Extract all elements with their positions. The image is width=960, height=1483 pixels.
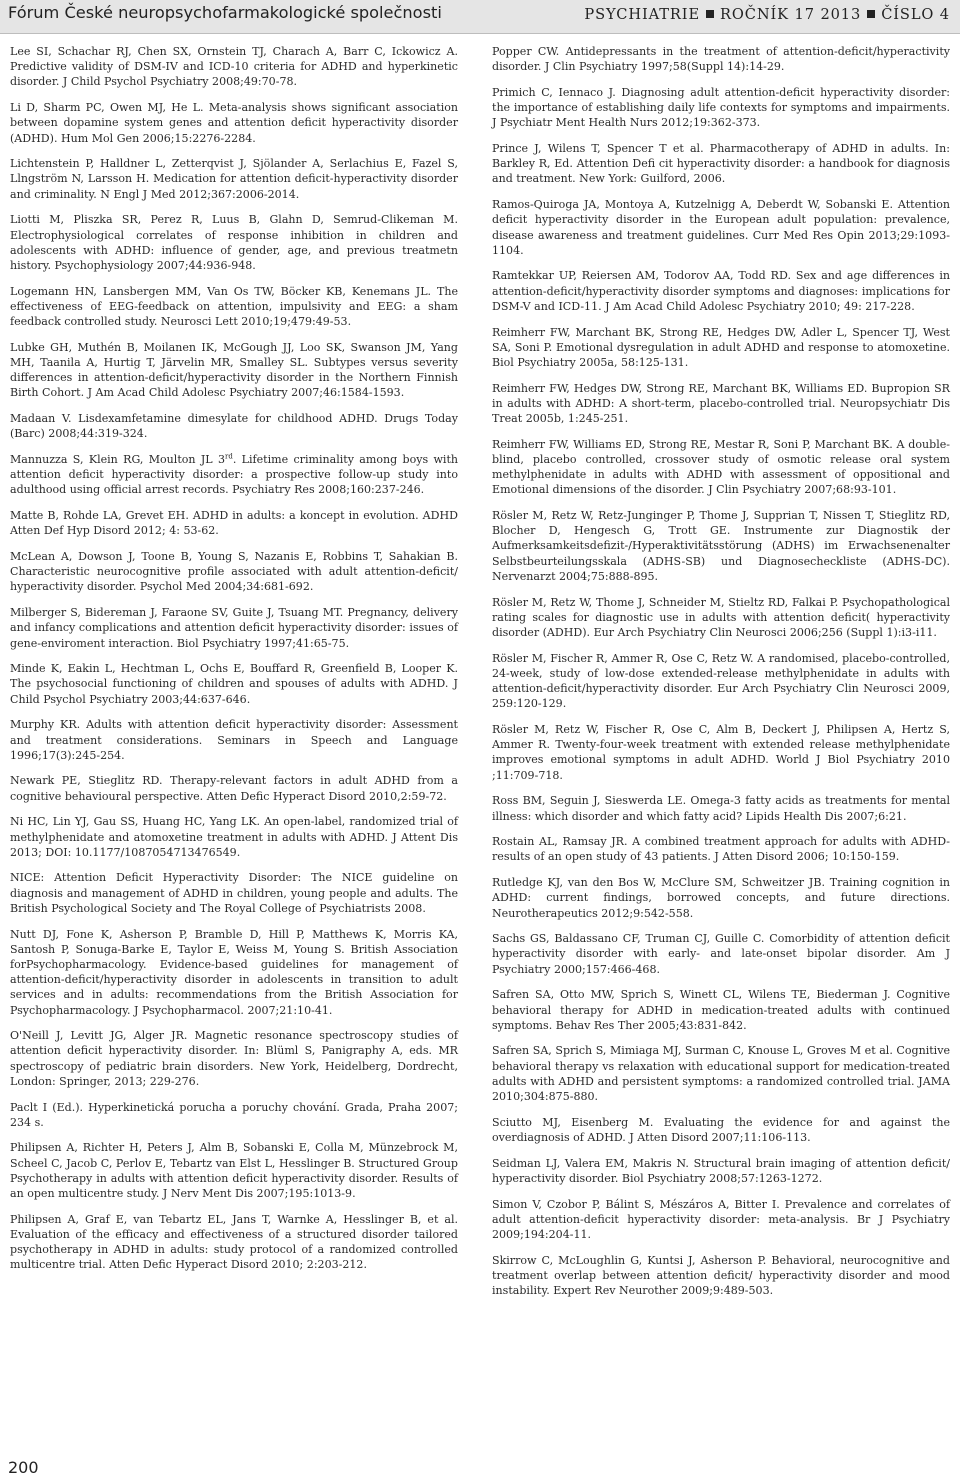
- separator-square-icon: [706, 10, 714, 18]
- reference-item: Liotti M, Pliszka SR, Perez R, Luus B, Glahn D, Semrud-Clikeman M. Electrophysiological correlates of response inhibition in children and adolescents with ADHD: influence of gender, age, and previous treatmetn history. Psychophysiology 2007;44:936-948.: [10, 213, 458, 272]
- reference-item: McLean A, Dowson J, Toone B, Young S, Nazanis E, Robbins T, Sahakian B. Characteristic neurocognitive profile associated with adult attention-deficit/ hyperactivity disorder. Psychol Med 2004;34:681-692.: [10, 549, 458, 594]
- issue-info: [584, 6, 950, 23]
- reference-item: Ramtekkar UP, Reiersen AM, Todorov AA, Todd RD. Sex and age differences in attention-deficit/hyperactivity disorder symptoms and diagnoses: implications for DSM-V and ICD-11. J Am Acad Child Adolesc Psychiatry 2010; 49: 217-228.: [492, 269, 950, 313]
- reference-item: Philipsen A, Graf E, van Tebartz EL, Jans T, Warnke A, Hesslinger B, et al. Evaluation of the efficacy and effectiveness of a structured disorder tailored psychotherapy in ADHD in adults: study protocol of a randomized controlled multicentre trial. Atten Defic Hyperact Disord 2010; 2:203-212.: [10, 1212, 458, 1272]
- reference-item: Rösler M, Retz W, Thome J, Schneider M, Stieltz RD, Falkai P. Psychopathological rating scales for diagnostic use in adults with attention deficit( hyperactivity disorder (ADHD). Eur Arch Psychiatry Clin Neurosci 2006;256 (Suppl 1):i3-i11.: [492, 595, 950, 639]
- separator-square-icon: [867, 10, 875, 18]
- reference-text: . Lifetime criminality among boys with attention deficit hyperactivity disorder: a prospective follow-up study into adulthood using official arrest records. Psychiatry Res 2008;160:237-246.: [10, 452, 459, 497]
- reference-column-right: [492, 44, 950, 1309]
- reference-item: Nutt DJ, Fone K, Asherson P, Bramble D, Hill P, Matthews K, Morris KA, Santosh P, Sonuga-Barke E, Taylor E, Weiss M, Young S. British Association forPsychopharmacology. Evidence-based guidelines for management of attention-deficit/hyperactivity disorder in adolescents in transition to adult services and in adults: recommendations from the British Association for Psychopharmacology. J Psychopharmacol. 2007;21:10-41.: [10, 927, 458, 1017]
- reference-item: Reimherr FW, Williams ED, Strong RE, Mestar R, Soni P, Marchant BK. A double-blind, placebo controlled, crossover study of osmotic release oral system methylphenidate in adults with ADHD with assessment of oppositional and Emotional dimensions of the disorder. J Clin Psychiatry 2007;68:93-101.: [492, 437, 950, 497]
- reference-item: [10, 452, 458, 498]
- reference-item: Reimherr FW, Marchant BK, Strong RE, Hedges DW, Adler L, Spencer TJ, West SA, Soni P. Emotional dysregulation in adult ADHD and response to atomoxetine. Biol Psychiatry 2005a, 58:125-131.: [492, 325, 950, 369]
- volume-label: ROČNÍK 17: [720, 6, 815, 23]
- reference-item: Ramos-Quiroga JA, Montoya A, Kutzelnigg A, Deberdt W, Sobanski E. Attention deficit hyperactivity disorder in the European adult population: prevalence, disease awareness and treatment guidelines. Curr Med Res Opin 2013;29:1093-1104.: [492, 198, 950, 257]
- reference-item: Lee SI, Schachar RJ, Chen SX, Ornstein TJ, Charach A, Barr C, Ickowicz A. Predictive validity of DSM-IV and ICD-10 criteria for ADHD and hyperkinetic disorder. J Child Psychol Psychiatry 2008;49:70-78.: [10, 45, 458, 89]
- reference-item: Sciutto MJ, Eisenberg M. Evaluating the evidence for and against the overdiagnosis of ADHD. J Atten Disord 2007;11:106-113.: [492, 1115, 950, 1144]
- reference-item: Newark PE, Stieglitz RD. Therapy-relevant factors in adult ADHD from a cognitive behavioural perspective. Atten Defic Hyperact Disord 2010,2:59-72.: [10, 774, 458, 803]
- reference-item: Lubke GH, Muthén B, Moilanen IK, McGough JJ, Loo SK, Swanson JM, Yang MH, Taanila A, Hurtig T, Järvelin MR, Smalley SL. Subtypes versus severity differences in attention-deficit/hyperactivity disorder in the Northern Finnish Birth Cohort. J Am Acad Child Adolesc Psychiatry 2007;46:1584-1593.: [10, 340, 458, 400]
- reference-item: Primich C, Iennaco J. Diagnosing adult attention-deficit hyperactivity disorder: the importance of establishing daily life contexts for symptoms and impairments. J Psychiatr Ment Health Nurs 2012;19:362-373.: [492, 85, 950, 130]
- reference-item: Madaan V. Lisdexamfetamine dimesylate for childhood ADHD. Drugs Today (Barc) 2008;44:319-324.: [10, 412, 458, 441]
- section-name: PSYCHIATRIE: [584, 6, 701, 23]
- reference-item: Philipsen A, Richter H, Peters J, Alm B, Sobanski E, Colla M, Münzebrock M, Scheel C, Jacob C, Perlov E, Tebartz van Elst L, Hesslinger B. Structured Group Psychotherapy in adults with attention deficit hyperactivity disorder. Results of an open multicentre study. J Nerv Ment Dis 2007;195:1013-9.: [10, 1141, 458, 1201]
- reference-item: Skirrow C, McLoughlin G, Kuntsi J, Asherson P. Behavioral, neurocognitive and treatment overlap between attention deficit/ hyperactivity disorder and mood instability. Expert Rev Neurother 2009;9:489-503.: [492, 1253, 950, 1298]
- reference-item: O'Neill J, Levitt JG, Alger JR. Magnetic resonance spectroscopy studies of attention deficit hyperactivity disorder. In: Blüml S, Panigraphy A, eds. MR spectroscopy of pediatric brain disorders. New York, Heidelberg, Dordrecht, London: Springer, 2013; 229-276.: [10, 1029, 458, 1088]
- reference-item: Safren SA, Otto MW, Sprich S, Winett CL, Wilens TE, Biederman J. Cognitive behavioral therapy for ADHD in medication-treated adults with continued symptoms. Behav Res Ther 2005;43:831-842.: [492, 988, 950, 1032]
- reference-item: Rösler M, Fischer R, Ammer R, Ose C, Retz W. A randomised, placebo-controlled, 24-week, study of low-dose extended-release methylphenidate in adults with attention-deficit/hyperactivity disorder. Eur Arch Psychiatry Clin Neurosci 2009, 259:120-129.: [492, 651, 950, 711]
- reference-item: Rostain AL, Ramsay JR. A combined treatment approach for adults with ADHD-results of an open study of 43 patients. J Atten Disord 2006; 10:150-159.: [492, 835, 950, 864]
- reference-item: Minde K, Eakin L, Hechtman L, Ochs E, Bouffard R, Greenfield B, Looper K. The psychosocial functioning of children and spouses of adults with ADHD. J Child Psychol Psychiatry 2003;44:637-646.: [10, 662, 458, 706]
- reference-item: Seidman LJ, Valera EM, Makris N. Structural brain imaging of attention deficit/ hyperactivity disorder. Biol Psychiatry 2008;57:1263-1272.: [492, 1156, 950, 1185]
- running-header: [0, 0, 960, 34]
- page-number: 200: [8, 1458, 39, 1477]
- reference-item: Reimherr FW, Hedges DW, Strong RE, Marchant BK, Williams ED. Bupropion SR in adults with ADHD: A short-term, placebo-controlled trial. Neuropsychiatr Dis Treat 2005b, 1:245-251.: [492, 381, 950, 426]
- reference-item: NICE: Attention Deficit Hyperactivity Disorder: The NICE guideline on diagnosis and management of ADHD in children, young people and adults. The British Psychological Society and The Royal College of Psychiatrists 2008.: [10, 871, 458, 915]
- reference-superscript: rd: [225, 452, 233, 461]
- reference-item: Ni HC, Lin YJ, Gau SS, Huang HC, Yang LK. An open-label, randomized trial of methylphenidate and atomoxetine treatment in adults with ADHD. J Attent Dis 2013; DOI: 10.1177/1087054713476549.: [10, 815, 458, 859]
- year-label: 2013: [820, 6, 862, 23]
- reference-item: Matte B, Rohde LA, Grevet EH. ADHD in adults: a koncept in evolution. ADHD Atten Def Hyp Disord 2012; 4: 53-62.: [10, 509, 458, 538]
- reference-item: Safren SA, Sprich S, Mimiaga MJ, Surman C, Knouse L, Groves M et al. Cognitive behavioral therapy vs relaxation with educational support for medication-treated adults with ADHD and persistent symptoms: a randomized controlled trial. JAMA 2010;304:875-880.: [492, 1044, 950, 1104]
- reference-item: Prince J, Wilens T, Spencer T et al. Pharmacotherapy of ADHD in adults. In: Barkley R, Ed. Attention Defi cit hyperactivity disorder: a handbook for diagnosis and treatment. New York: Guilford, 2006.: [492, 142, 950, 186]
- reference-item: Logemann HN, Lansbergen MM, Van Os TW, Böcker KB, Kenemans JL. The effectiveness of EEG-feedback on attention, impulsivity and EEG: a sham feedback controlled study. Neurosci Lett 2010;19;479:49-53.: [10, 284, 458, 329]
- issue-label: ČÍSLO 4: [881, 6, 950, 23]
- reference-item: Milberger S, Bidereman J, Faraone SV, Guite J, Tsuang MT. Pregnancy, delivery and infancy complications and attention deficit hyperactivity disorder: issues of gene-enviroment interaction. Biol Psychiatry 1997;41:65-75.: [10, 606, 458, 650]
- reference-item: Simon V, Czobor P, Bálint S, Mészáros A, Bitter I. Prevalence and correlates of adult attention-deficit hyperactivity disorder: meta-analysis. Br J Psychiatry 2009;194:204-11.: [492, 1197, 950, 1241]
- reference-item: Rösler M, Retz W, Fischer R, Ose C, Alm B, Deckert J, Philipsen A, Hertz S, Ammer R. Twenty-four-week treatment with extended release methylphenidate improves emotional symptoms in adult ADHD. World J Biol Psychiatry 2010 ;11:709-718.: [492, 723, 950, 782]
- reference-item: Sachs GS, Baldassano CF, Truman CJ, Guille C. Comorbidity of attention deficit hyperactivity disorder with early- and late-onset bipolar disorder. Am J Psychiatry 2000;157:466-468.: [492, 932, 950, 976]
- reference-item: Li D, Sharm PC, Owen MJ, He L. Meta-analysis shows significant association between dopamine system genes and attention deficit hyperactivity disorder (ADHD). Hum Mol Gen 2006;15:2276-2284.: [10, 101, 458, 145]
- journal-title: Fórum České neuropsychofarmakologické společnosti: [8, 3, 442, 22]
- reference-text: Mannuzza S, Klein RG, Moulton JL 3: [10, 452, 225, 466]
- reference-item: Ross BM, Seguin J, Sieswerda LE. Omega-3 fatty acids as treatments for mental illness: which disorder and which fatty acid? Lipids Health Dis 2007;6:21.: [492, 794, 950, 823]
- reference-item: Rösler M, Retz W, Retz-Junginger P, Thome J, Supprian T, Nissen T, Stieglitz RD, Blocher D, Hengesch G, Trott GE. Instrumente zur Diagnostik der Aufmerksamkeitsdefizit-/Hyperaktivitätsstörung (ADHS) im Erwachsenenalter Selbstbeurteilungsskala (ADHS-SB) und Diagnosecheckliste (ADHS-DC). Nervenarzt 2004;75:888-895.: [492, 509, 950, 583]
- reference-item: Rutledge KJ, van den Bos W, McClure SM, Schweitzer JB. Training cognition in ADHD: current findings, borrowed concepts, and future directions. Neurotherapeutics 2012;9:542-558.: [492, 876, 950, 920]
- reference-item: Popper CW. Antidepressants in the treatment of attention-deficit/hyperactivity disorder. J Clin Psychiatry 1997;58(Suppl 14):14-29.: [492, 45, 950, 74]
- reference-item: Paclt I (Ed.). Hyperkinetická porucha a poruchy chování. Grada, Praha 2007; 234 s.: [10, 1100, 458, 1129]
- reference-item: Lichtenstein P, Halldner L, Zetterqvist J, Sjölander A, Serlachius E, Fazel S, Llngström N, Larsson H. Medication for attention deficit-hyperactivity disorder and criminality. N Engl J Med 2012;367:2006-2014.: [10, 157, 458, 201]
- reference-column-left: [10, 44, 458, 1283]
- reference-item: Murphy KR. Adults with attention deficit hyperactivity disorder: Assessment and treatment considerations. Seminars in Speech and Language 1996;17(3):245-254.: [10, 718, 458, 762]
